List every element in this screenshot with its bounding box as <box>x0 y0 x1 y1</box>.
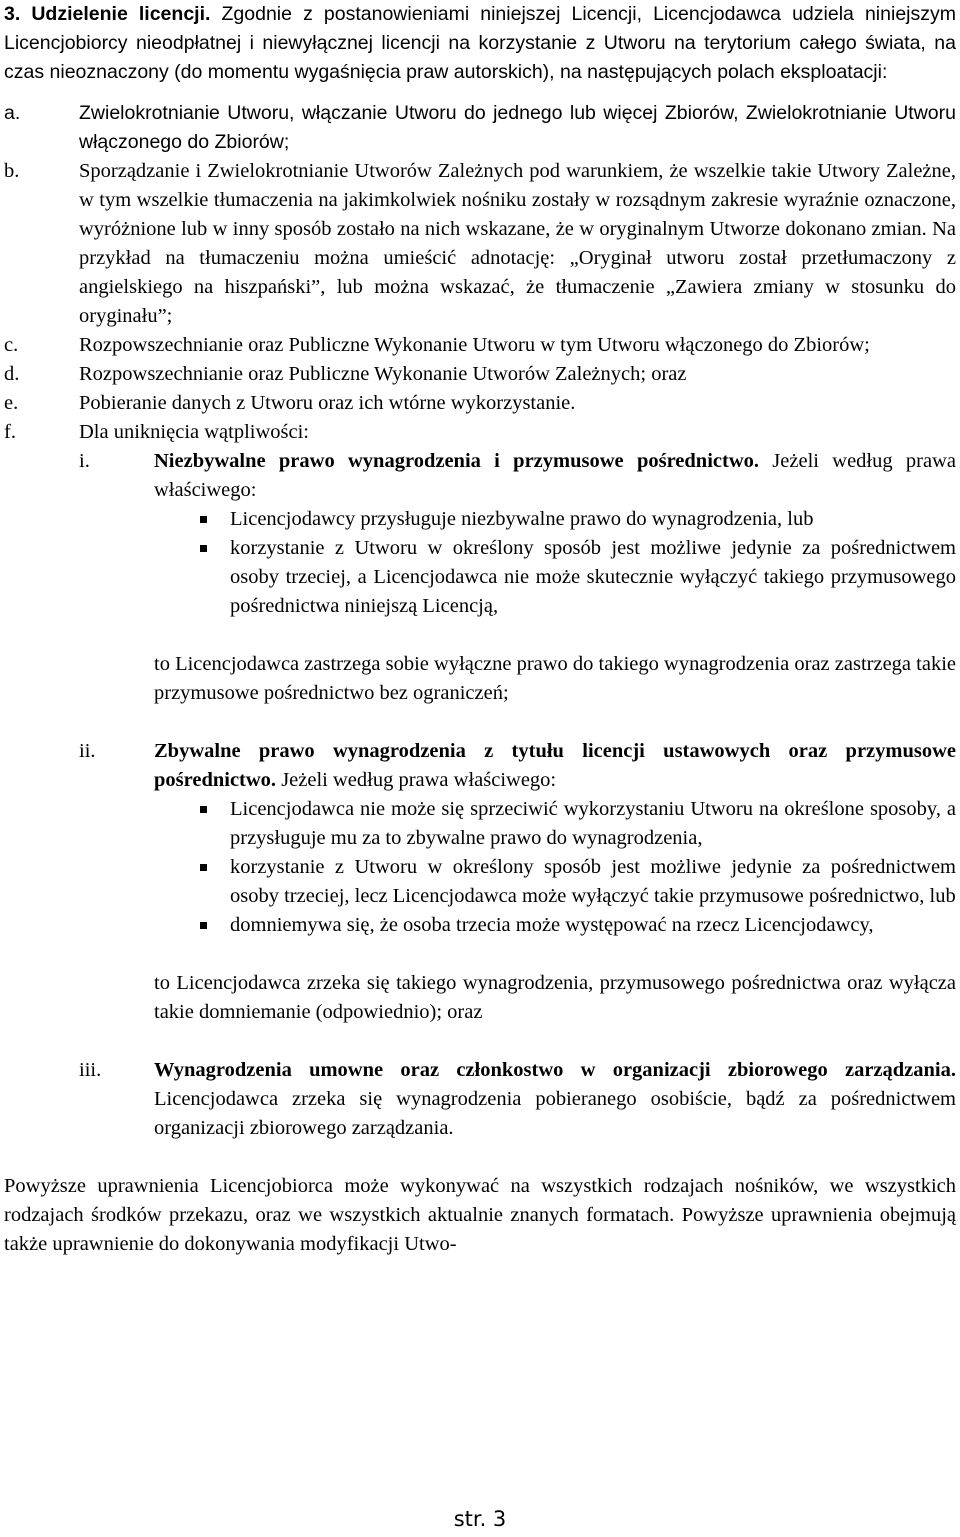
square-bullet-icon <box>200 922 207 929</box>
bullet-item <box>4 505 956 534</box>
list-item-d <box>4 360 956 389</box>
list-item-b <box>4 157 956 331</box>
list-item-a <box>4 99 956 157</box>
bullet-text: korzystanie z Utworu w określony sposób jest możliwe jedynie za pośrednictwem osoby trzeciej, a Licencjodawca nie może skutecznie wyłączyć takiego przymusowego pośrednictwa niniejszą Licencją, <box>230 537 956 617</box>
subitem-iii <box>4 1056 956 1143</box>
subitem-title: Zbywalne prawo wynagrodzenia z tytułu licencji ustawowych oraz przymusowe pośrednictwo. <box>154 740 956 791</box>
bullet-text: Licencjodawca nie może się sprzeciwić wykorzystaniu Utworu na określone sposoby, a przysługuje mu za to zbywalne prawo do wynagrodzenia, <box>230 798 956 849</box>
bullet-text: korzystanie z Utworu w określony sposób jest możliwe jedynie za pośrednictwem osoby trzeciej, lecz Licencjodawca może wyłączyć takie przymusowe pośrednictwo, lub <box>230 856 956 907</box>
square-bullet-icon <box>200 545 207 552</box>
subitem-lead: Licencjodawca zrzeka się wynagrodzenia pobieranego osobiście, bądź za pośrednictwem organizacji zbiorowego zarządzania. <box>154 1088 956 1139</box>
closing-paragraph-ii: to Licencjodawca zrzeka się takiego wynagrodzenia, przymusowego pośrednictwa oraz wyłącza takie domniemanie (odpowiednio); oraz <box>154 972 956 1023</box>
square-bullet-icon <box>200 806 207 813</box>
square-bullet-icon <box>200 864 207 871</box>
subitem-title: Niezbywalne prawo wynagrodzenia i przymusowe pośrednictwo. <box>154 450 759 472</box>
list-item-text: Zwielokrotnianie Utworu, włączanie Utworu do jednego lub więcej Zbiorów, Zwielokrotnianie Utworu włączonego do Zbiorów; <box>79 102 956 153</box>
bullet-item <box>4 911 956 940</box>
list-marker: i. <box>79 450 90 472</box>
page-number: str. 3 <box>453 1507 507 1531</box>
list-item-text: Rozpowszechnianie oraz Publiczne Wykonanie Utworów Zależnych; oraz <box>79 363 687 385</box>
list-marker: f. <box>4 421 16 443</box>
document-page <box>4 0 956 1259</box>
subitem-lead: Jeżeli według prawa właściwego: <box>276 769 557 791</box>
list-marker: ii. <box>79 740 96 762</box>
subitem-ii <box>4 737 956 795</box>
list-item-e <box>4 389 956 418</box>
list-marker: e. <box>4 392 19 414</box>
list-marker: c. <box>4 334 19 356</box>
closing-paragraph-i: to Licencjodawca zastrzega sobie wyłączne prawo do takiego wynagrodzenia oraz zastrzega takie przymusowe pośrednictwo bez ograniczeń; <box>154 653 956 704</box>
list-item-f <box>4 418 956 447</box>
subitem-title: Wynagrodzenia umowne oraz członkostwo w organizacji zbiorowego zarządzania. <box>154 1059 956 1081</box>
subitem-i <box>4 447 956 505</box>
bullet-list-ii <box>4 795 956 940</box>
bullet-item <box>4 534 956 621</box>
list-marker: iii. <box>79 1059 102 1081</box>
bullet-item <box>4 853 956 911</box>
section-intro-text: Zgodnie z postanowieniami niniejszej Licencji, Licencjodawca udziela niniejszym Licencjobiorcy nieodpłatnej i niewyłącznej licencji na korzystanie z Utworu na terytorium całego świata, na czas nieoznaczony (do momentu wygaśnięcia praw autorskich), na następujących polach eksploatacji: <box>4 3 956 83</box>
subitem-lead: Jeżeli według prawa właściwego: <box>154 450 956 501</box>
list-item-text: Sporządzanie i Zwielokrotnianie Utworów Zależnych pod warunkiem, że wszelkie takie Utwory Zależne, w tym wszelkie tłumaczenia na jakimkolwiek nośniku zostały w rozsądnym zakresie wyraźnie oznaczone, wyróżnione lub w inny sposób zostało na nich wskazane, że w oryginalnym Utworze dokonano zmian. Na przykład na tłumaczeniu można umieścić adnotację: „Oryginał utworu został przetłumaczony z angielskiego na hiszpański”, lub można wskazać, że tłumaczenie „Zawiera zmiany w stosunku do oryginału”; <box>79 160 956 327</box>
bullet-list-i <box>4 505 956 621</box>
square-bullet-icon <box>200 516 207 523</box>
exploitation-fields-list <box>4 99 956 447</box>
bullet-item <box>4 795 956 853</box>
list-item-text: Pobieranie danych z Utworu oraz ich wtórne wykorzystanie. <box>79 392 576 414</box>
bullet-text: domniemywa się, że osoba trzecia może występować na rzecz Licencjodawcy, <box>230 914 874 936</box>
list-item-c <box>4 331 956 360</box>
list-marker: b. <box>4 160 20 182</box>
section-intro <box>4 0 956 87</box>
final-paragraph: Powyższe uprawnienia Licencjobiorca może wykonywać na wszystkich rodzajach nośników, we wszystkich rodzajach środków przekazu, oraz we wszystkich aktualnie znanych formatach. Powyższe uprawnienia obejmują także uprawnienie do dokonywania modyfikacji Utwo- <box>4 1175 956 1255</box>
section-heading: 3. Udzielenie licencji. <box>4 3 211 25</box>
list-marker: a. <box>4 102 21 124</box>
bullet-text: Licencjodawcy przysługuje niezbywalne prawo do wynagrodzenia, lub <box>230 508 814 530</box>
list-item-text: Dla uniknięcia wątpliwości: <box>79 421 309 443</box>
list-marker: d. <box>4 363 20 385</box>
list-item-text: Rozpowszechnianie oraz Publiczne Wykonanie Utworu w tym Utworu włączonego do Zbiorów; <box>79 334 870 356</box>
